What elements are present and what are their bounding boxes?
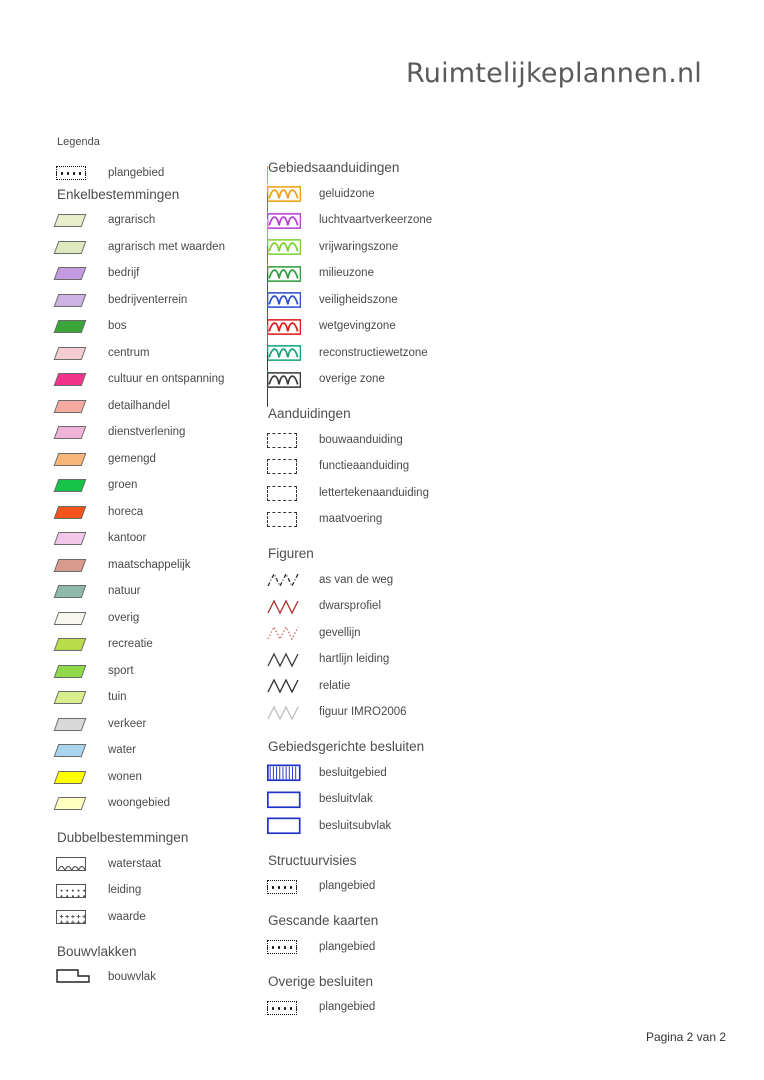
- legend-row: [263, 480, 523, 507]
- legend-row: [263, 787, 523, 814]
- legend-label: besluitsubvlak: [319, 819, 392, 832]
- color-swatch: [54, 320, 87, 333]
- legend-swatch: [52, 506, 108, 519]
- legend-label: sport: [108, 664, 134, 677]
- waterstaat-swatch: [56, 857, 86, 871]
- legend-swatch: [52, 214, 108, 227]
- color-swatch: [54, 241, 87, 254]
- legend-label: luchtvaartverkeerzone: [319, 214, 433, 227]
- color-swatch: [54, 744, 87, 757]
- legend-label: dienstverlening: [108, 426, 186, 439]
- legend-label: functieaanduiding: [319, 460, 410, 473]
- aanduiding-swatch: [267, 433, 297, 448]
- legend-row: [52, 208, 267, 235]
- legend-row: [52, 287, 267, 314]
- legend-label: gemengd: [108, 452, 156, 465]
- legend-section-heading: Structuurvisies: [268, 852, 357, 868]
- waarde-swatch: [56, 910, 86, 924]
- legend-swatch: [52, 479, 108, 492]
- besluitvlak-swatch: [267, 817, 301, 835]
- legend-swatch: [263, 704, 319, 722]
- legend-swatch: [263, 486, 319, 501]
- legend-label: milieuzone: [319, 267, 374, 280]
- legend-row: [52, 314, 267, 341]
- color-swatch: [54, 214, 87, 227]
- legend-row: [52, 499, 267, 526]
- legend-row: [52, 160, 267, 187]
- legend-swatch: [263, 512, 319, 527]
- legend-row: [52, 904, 267, 931]
- legend-label: besluitvlak: [319, 793, 373, 806]
- legend-swatch: [52, 426, 108, 439]
- legend-label: as van de weg: [319, 573, 394, 586]
- color-swatch: [54, 294, 87, 307]
- legend-row: [52, 552, 267, 579]
- legend-label: leiding: [108, 884, 142, 897]
- legend-label: verkeer: [108, 717, 147, 730]
- color-swatch: [54, 612, 87, 625]
- legend-row: [263, 567, 523, 594]
- legend-label: bouwvlak: [108, 971, 156, 984]
- legend-swatch: [52, 320, 108, 333]
- legend-swatch: [263, 880, 319, 894]
- aanduiding-swatch: [267, 512, 297, 527]
- legend-label: dwarsprofiel: [319, 600, 381, 613]
- legend-swatch: [263, 940, 319, 954]
- figuur-swatch: [267, 651, 301, 669]
- legend-label: water: [108, 744, 137, 757]
- legend-swatch: [52, 267, 108, 280]
- legend-swatch: [52, 967, 108, 988]
- color-swatch: [54, 638, 87, 651]
- legend-label: bedrijventerrein: [108, 293, 188, 306]
- legend-swatch: [52, 884, 108, 898]
- color-swatch: [54, 691, 87, 704]
- color-swatch: [54, 532, 87, 545]
- legend-row: [263, 995, 523, 1022]
- legend-section-heading: Gebiedsgerichte besluiten: [268, 739, 425, 754]
- site-brand: Ruimtelijkeplannen.nl: [406, 58, 702, 89]
- color-swatch: [54, 585, 87, 598]
- legend-row: [52, 965, 267, 992]
- legend-swatch: [263, 459, 319, 474]
- legend-label: besluitgebied: [319, 766, 387, 779]
- figuur-swatch: [267, 704, 301, 722]
- legend-swatch: [52, 347, 108, 360]
- legend-row: [263, 427, 523, 454]
- legend-label: reconstructiewetzone: [319, 346, 428, 359]
- legend-label: overige zone: [319, 373, 385, 386]
- legend-label: hartlijn leiding: [319, 653, 390, 666]
- legend-label: plangebied: [108, 166, 165, 179]
- legend-row: [263, 760, 523, 787]
- legend-swatch: [263, 433, 319, 448]
- legend-row: [52, 658, 267, 685]
- legend-label: relatie: [319, 679, 351, 692]
- legend-label: bouwaanduiding: [319, 433, 403, 446]
- page-footer: Pagina 2 van 2: [645, 1030, 726, 1044]
- legend-swatch: [52, 373, 108, 386]
- legend-swatch: [263, 651, 319, 669]
- legend-swatch: [52, 166, 108, 180]
- legend-swatch: [52, 294, 108, 307]
- legend-swatch: [52, 718, 108, 731]
- legend-label: bedrijf: [108, 267, 140, 280]
- legend-row: [52, 764, 267, 791]
- legend-title: Legenda: [57, 136, 100, 148]
- legend-label: wonen: [108, 770, 142, 783]
- legend-row: [52, 367, 267, 394]
- color-swatch: [54, 373, 87, 386]
- legend-swatch: [263, 817, 319, 835]
- legend-row: [52, 605, 267, 632]
- legend-swatch: [52, 771, 108, 784]
- color-swatch: [54, 453, 87, 466]
- plangebied-swatch: [267, 1001, 297, 1015]
- legend-section-heading: Enkelbestemmingen: [57, 186, 180, 202]
- legend-label: wetgevingzone: [319, 320, 396, 333]
- legend-swatch: [52, 400, 108, 413]
- aanduiding-swatch: [267, 486, 297, 501]
- legend-label: natuur: [108, 585, 141, 598]
- color-swatch: [54, 718, 87, 731]
- legend-label: cultuur en ontspanning: [108, 373, 225, 386]
- legend-row: [263, 367, 523, 394]
- legend-label: overig: [108, 611, 140, 624]
- legend-row: [52, 261, 267, 288]
- legend-label: waterstaat: [108, 857, 162, 870]
- color-swatch: [54, 426, 87, 439]
- legend-swatch: [52, 559, 108, 572]
- legend-swatch: [52, 638, 108, 651]
- legend-label: agrarisch: [108, 214, 156, 227]
- legend-label: maatschappelijk: [108, 558, 191, 571]
- legend-swatch: [52, 797, 108, 810]
- legend-row: [263, 594, 523, 621]
- legend-swatch: [263, 571, 319, 589]
- color-swatch: [54, 400, 87, 413]
- legend-label: centrum: [108, 346, 150, 359]
- legend-row: [52, 340, 267, 367]
- color-swatch: [54, 267, 87, 280]
- aanduiding-swatch: [267, 459, 297, 474]
- legend-swatch: [52, 453, 108, 466]
- legend-swatch: [263, 791, 319, 809]
- legend-row: [52, 234, 267, 261]
- legend-row: [52, 393, 267, 420]
- legend-swatch: [52, 857, 108, 871]
- legend-row: [52, 851, 267, 878]
- color-swatch: [54, 797, 87, 810]
- legend-label: plangebied: [319, 940, 376, 953]
- legend-swatch: [52, 532, 108, 545]
- legend-label: lettertekenaanduiding: [319, 486, 429, 499]
- legend-row: [263, 934, 523, 961]
- legend-row: [263, 647, 523, 674]
- legend-section-heading: Overige besluiten: [268, 973, 374, 989]
- legend-section-heading: Bouwvlakken: [57, 943, 137, 959]
- figuur-swatch: [267, 624, 301, 642]
- legend-section-heading: Gescande kaarten: [268, 913, 379, 928]
- legend-label: tuin: [108, 691, 127, 704]
- legend-label: veiligheidszone: [319, 293, 398, 306]
- legend-label: recreatie: [108, 638, 153, 651]
- legend-label: gevellijn: [319, 626, 361, 639]
- legend-row: [52, 791, 267, 818]
- legend-row: [52, 473, 267, 500]
- legend-swatch: [52, 665, 108, 678]
- plangebied-swatch: [267, 940, 297, 954]
- legend-label: horeca: [108, 505, 144, 518]
- legend-label: groen: [108, 479, 138, 492]
- legend-label: detailhandel: [108, 399, 171, 412]
- besluitgebied-swatch: [267, 764, 301, 782]
- legend-row: [52, 526, 267, 553]
- legend-label: plangebied: [319, 880, 376, 893]
- legend-label: geluidzone: [319, 187, 375, 200]
- figuur-swatch: [267, 571, 301, 589]
- legend-row: [52, 685, 267, 712]
- legend-row: [263, 454, 523, 481]
- legend-row: [263, 813, 523, 840]
- legend-row: [52, 420, 267, 447]
- legend-row: [52, 579, 267, 606]
- legend-section-heading: Aanduidingen: [268, 406, 351, 421]
- legend-row: [52, 711, 267, 738]
- legend-label: woongebied: [108, 797, 171, 810]
- legend-row: [263, 507, 523, 534]
- legend-label: figuur IMRO2006: [319, 706, 407, 719]
- legend-label: agrarisch met waarden: [108, 240, 225, 253]
- legend-label: vrijwaringszone: [319, 240, 399, 253]
- legend-label: maatvoering: [319, 513, 383, 526]
- legend-row: [52, 632, 267, 659]
- legend-row: [263, 700, 523, 727]
- legend-section-heading: Gebiedsaanduidingen: [268, 160, 400, 175]
- figuur-swatch: [267, 598, 301, 616]
- legend-swatch: [52, 585, 108, 598]
- legend-label: plangebied: [319, 1001, 376, 1014]
- plangebied-swatch: [267, 880, 297, 894]
- legend-swatch: [52, 612, 108, 625]
- legend-swatch: [263, 598, 319, 616]
- legend-swatch: [52, 744, 108, 757]
- legend-swatch: [52, 691, 108, 704]
- legend-swatch: [263, 764, 319, 782]
- color-swatch: [54, 771, 87, 784]
- legend-section-heading: Figuren: [268, 546, 314, 561]
- legend-column-left: [52, 160, 267, 991]
- legend-row: [263, 673, 523, 700]
- legend-swatch: [52, 910, 108, 924]
- legend-row: [52, 446, 267, 473]
- legend-row: [52, 878, 267, 905]
- legend-swatch: [263, 677, 319, 695]
- legend-swatch: [263, 1001, 319, 1015]
- legend-row: [263, 620, 523, 647]
- legend-row: [263, 874, 523, 901]
- legend-column-right: [263, 160, 523, 1021]
- color-swatch: [54, 559, 87, 572]
- figuur-swatch: [267, 677, 301, 695]
- color-swatch: [54, 479, 87, 492]
- color-swatch: [54, 665, 87, 678]
- bouwvlak-swatch: [56, 967, 90, 988]
- legend-label: bos: [108, 320, 127, 333]
- plangebied-swatch: [56, 166, 86, 180]
- legend-swatch: [263, 624, 319, 642]
- legend-swatch: [52, 241, 108, 254]
- legend-label: waarde: [108, 910, 146, 923]
- color-swatch: [54, 347, 87, 360]
- leiding-swatch: [56, 884, 86, 898]
- legend-row: [52, 738, 267, 765]
- besluitvlak-swatch: [267, 791, 301, 809]
- legend-section-heading: Dubbelbestemmingen: [57, 830, 189, 845]
- legend-label: kantoor: [108, 532, 147, 545]
- color-swatch: [54, 506, 87, 519]
